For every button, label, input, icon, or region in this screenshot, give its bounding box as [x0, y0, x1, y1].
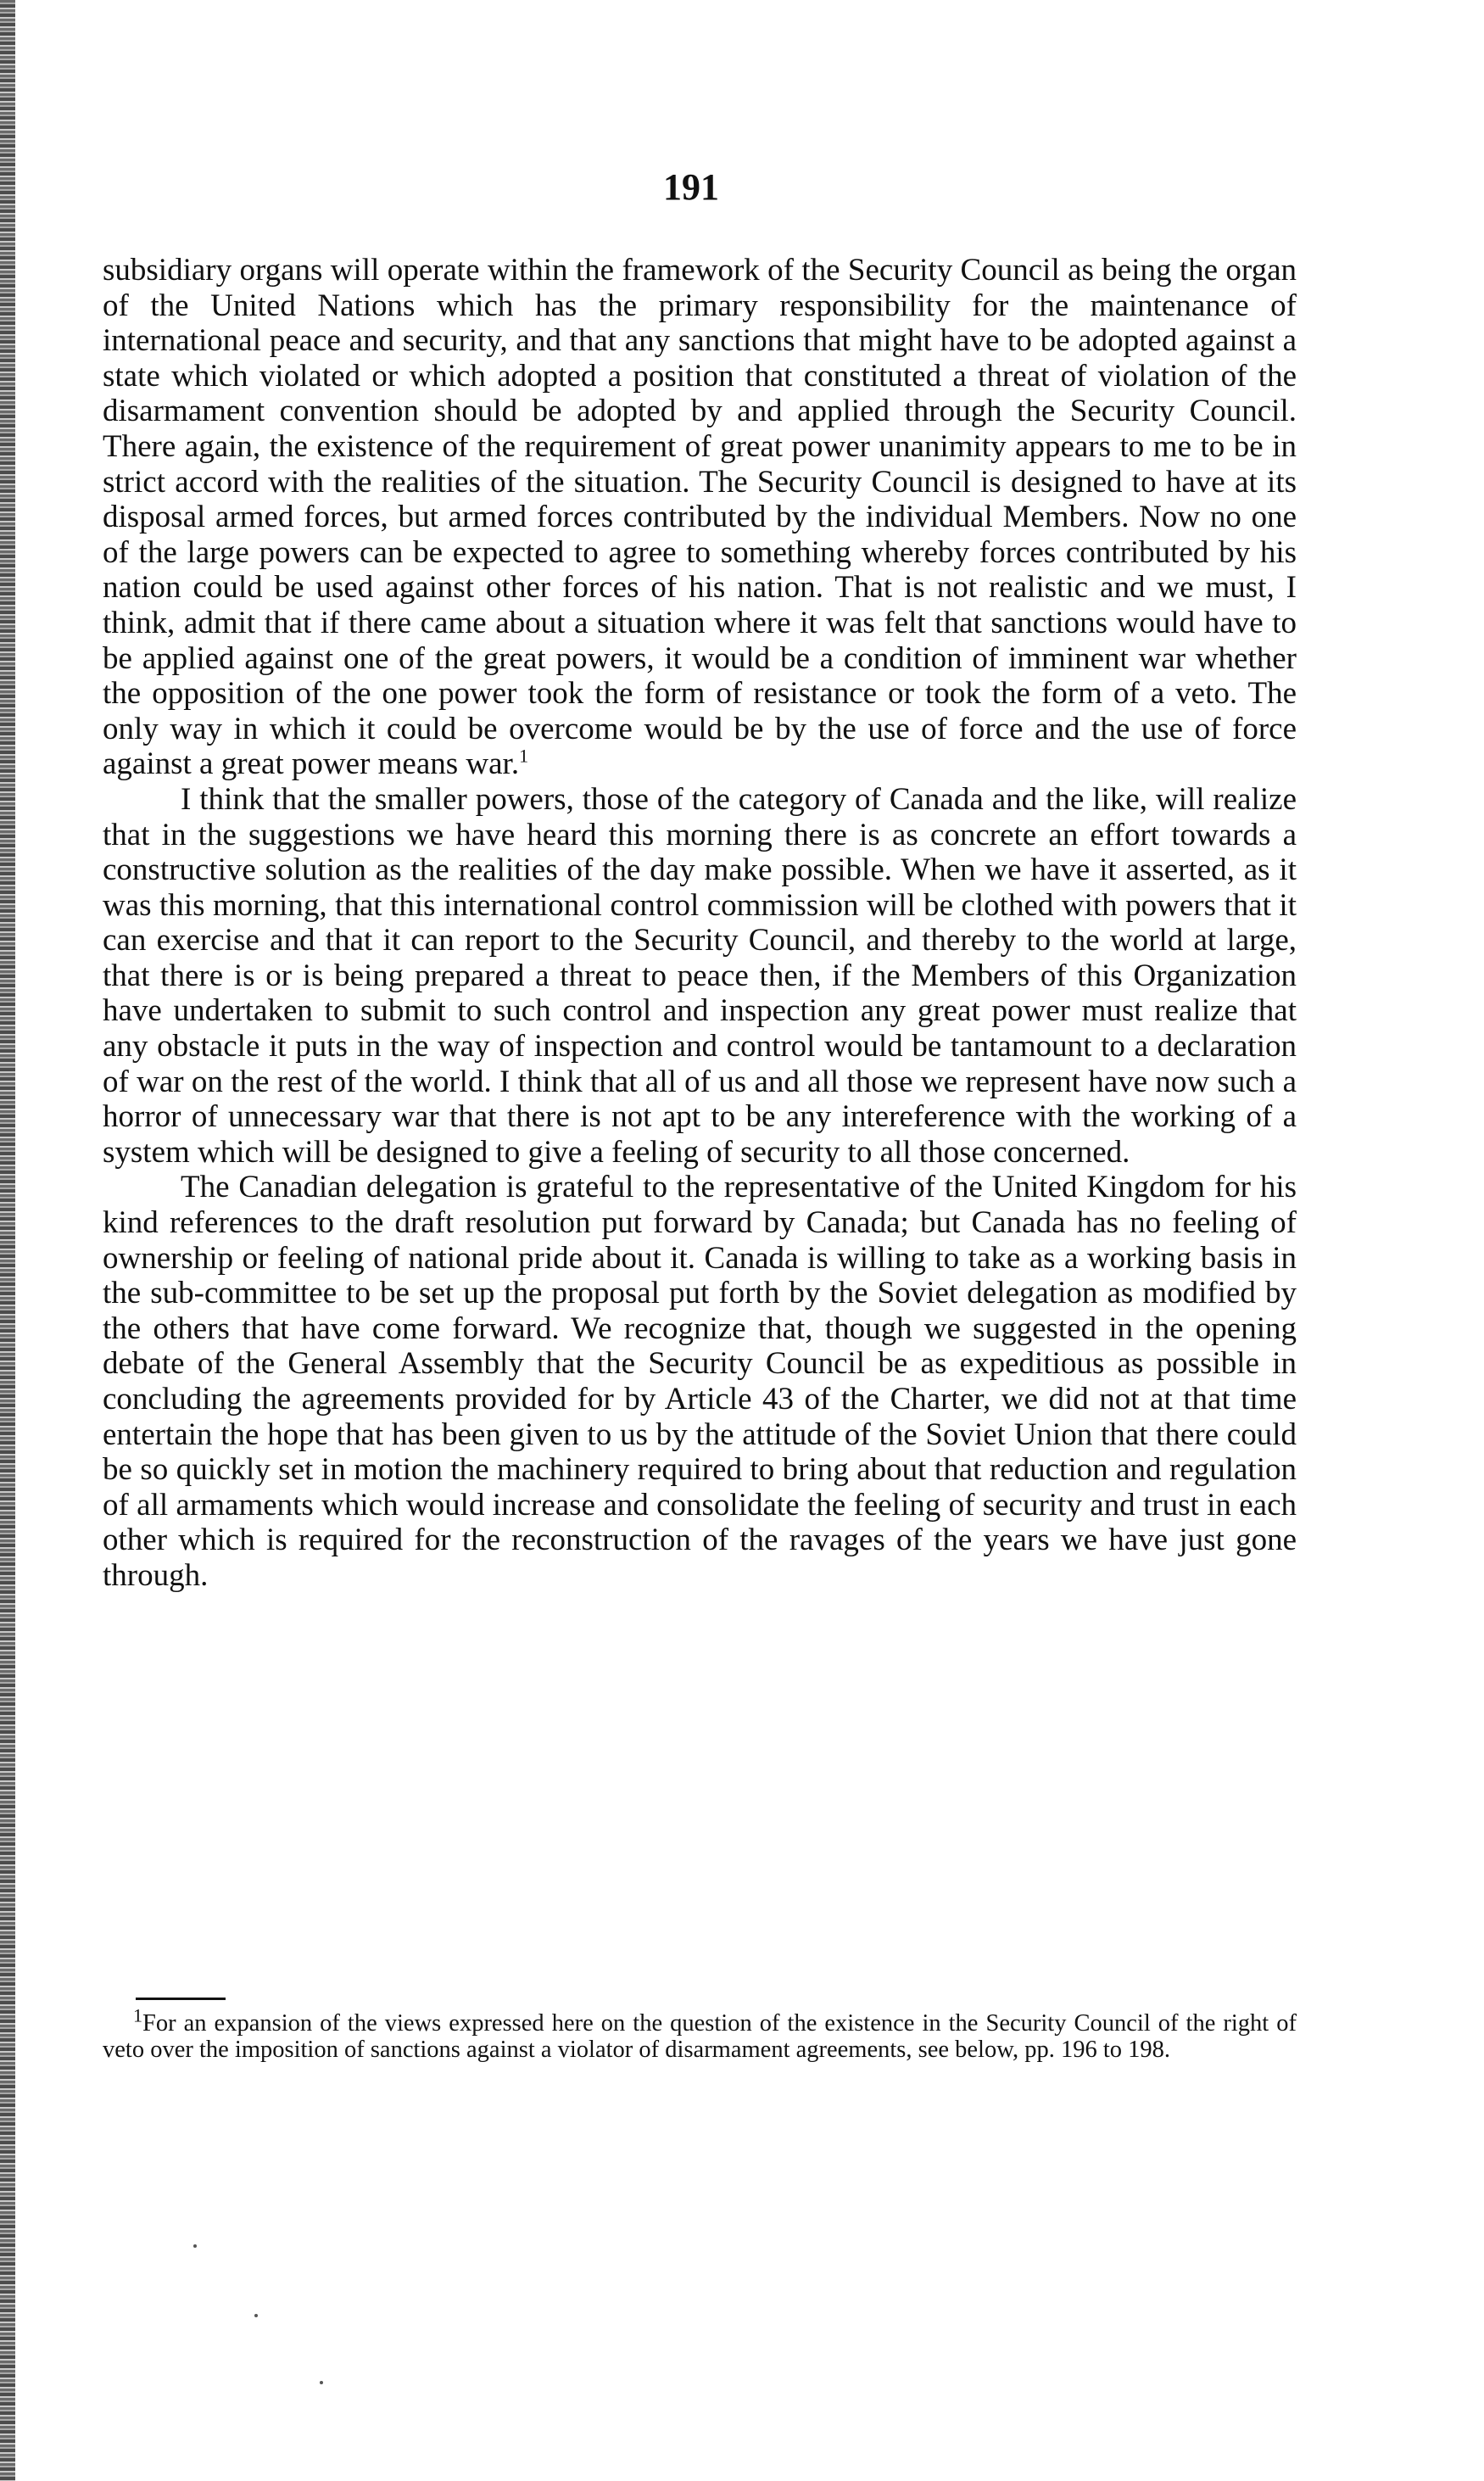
footnote-reference[interactable]: 1 — [519, 745, 529, 767]
paragraph-1 — [103, 253, 1297, 782]
body-text — [103, 253, 1297, 1594]
footnote — [103, 2004, 1297, 2063]
footnote-marker: 1 — [133, 2004, 142, 2026]
scan-speck — [193, 2244, 197, 2248]
scan-binding-edge — [0, 0, 15, 2481]
scan-speck — [320, 2381, 323, 2384]
footnote-divider — [136, 1998, 226, 2000]
paragraph-3: The Canadian delegation is grateful to the representative of the United Kingdom for his kind references to the draft resolution put forward by Canada; but Canada has no feeling of ownership or feeling of national pride about it. Canada is willing to take as a working basis in the sub-committee to be set up the proposal put forth by the Soviet delegation as modified by the others that have come forward. We recognize that, though we suggested in the opening debate of the General Assembly that the Security Council be as expeditious as possible in concluding the agreements provided for by Article 43 of the Charter, we did not at that time entertain the hope that has been given to us by the attitude of the Soviet Union that there could be so quickly set in motion the machinery required to bring about that reduction and regulation of all armaments which would increase and consolidate the feeling of security and trust in each other which is required for the reconstruction of the ravages of the years we have just gone through. — [103, 1170, 1297, 1593]
page-number: 191 — [663, 166, 719, 208]
footnote-text: For an expansion of the views expressed here on the question of the existence in the Security Council of the right of veto over the imposition of sanctions against a violator of disarmament agreements, see below, pp. 196 to 198. — [103, 2010, 1297, 2063]
paragraph-2: I think that the smaller powers, those of the category of Canada and the like, will realize that in the suggestions we have heard this morning there is as concrete an effort towards a constructive solution as the realities of the day make possible. When we have it asserted, as it was this morning, that this international control commission will be clothed with powers that it can exercise and that it can report to the Security Council, and thereby to the world at large, that there is or is being prepared a threat to peace then, if the Members of this Organization have undertaken to submit to such control and inspection any great power must realize that any obstacle it puts in the way of inspection and control would be tantamount to a declaration of war on the rest of the world. I think that all of us and all those we represent have now such a horror of unnecessary war that there is not apt to be any intereference with the working of a system which will be designed to give a feeling of security to all those concerned. — [103, 781, 1297, 1170]
paragraph-1-text: subsidiary organs will operate within the framework of the Security Council as being the organ of the United Nations which has the primary responsibility for the maintenance of international peace and security, and that any sanctions that might have to be adopted against a state which violated or which adopted a position that constituted a threat of violation of the disarmament convention should be adopted by and applied through the Security Council. There again, the existence of the requirement of great power unanimity appears to me to be in strict accord with the realities of the situation. The Security Council is designed to have at its disposal armed forces, but armed forces contributed by the individual Members. Now no one of the large powers can be expected to agree to something whereby forces contributed by his nation could be used against other forces of his nation. That is not realistic and we must, I think, admit that if there came about a situation where it was felt that sanctions would have to be applied against one of the great powers, it would be a condition of imminent war whether the opposition of the one power took the form of resistance or took the form of a veto. The only way in which it could be overcome would be by the use of force and the use of force against a great power means war. — [103, 253, 1297, 782]
scan-speck — [254, 2314, 258, 2317]
